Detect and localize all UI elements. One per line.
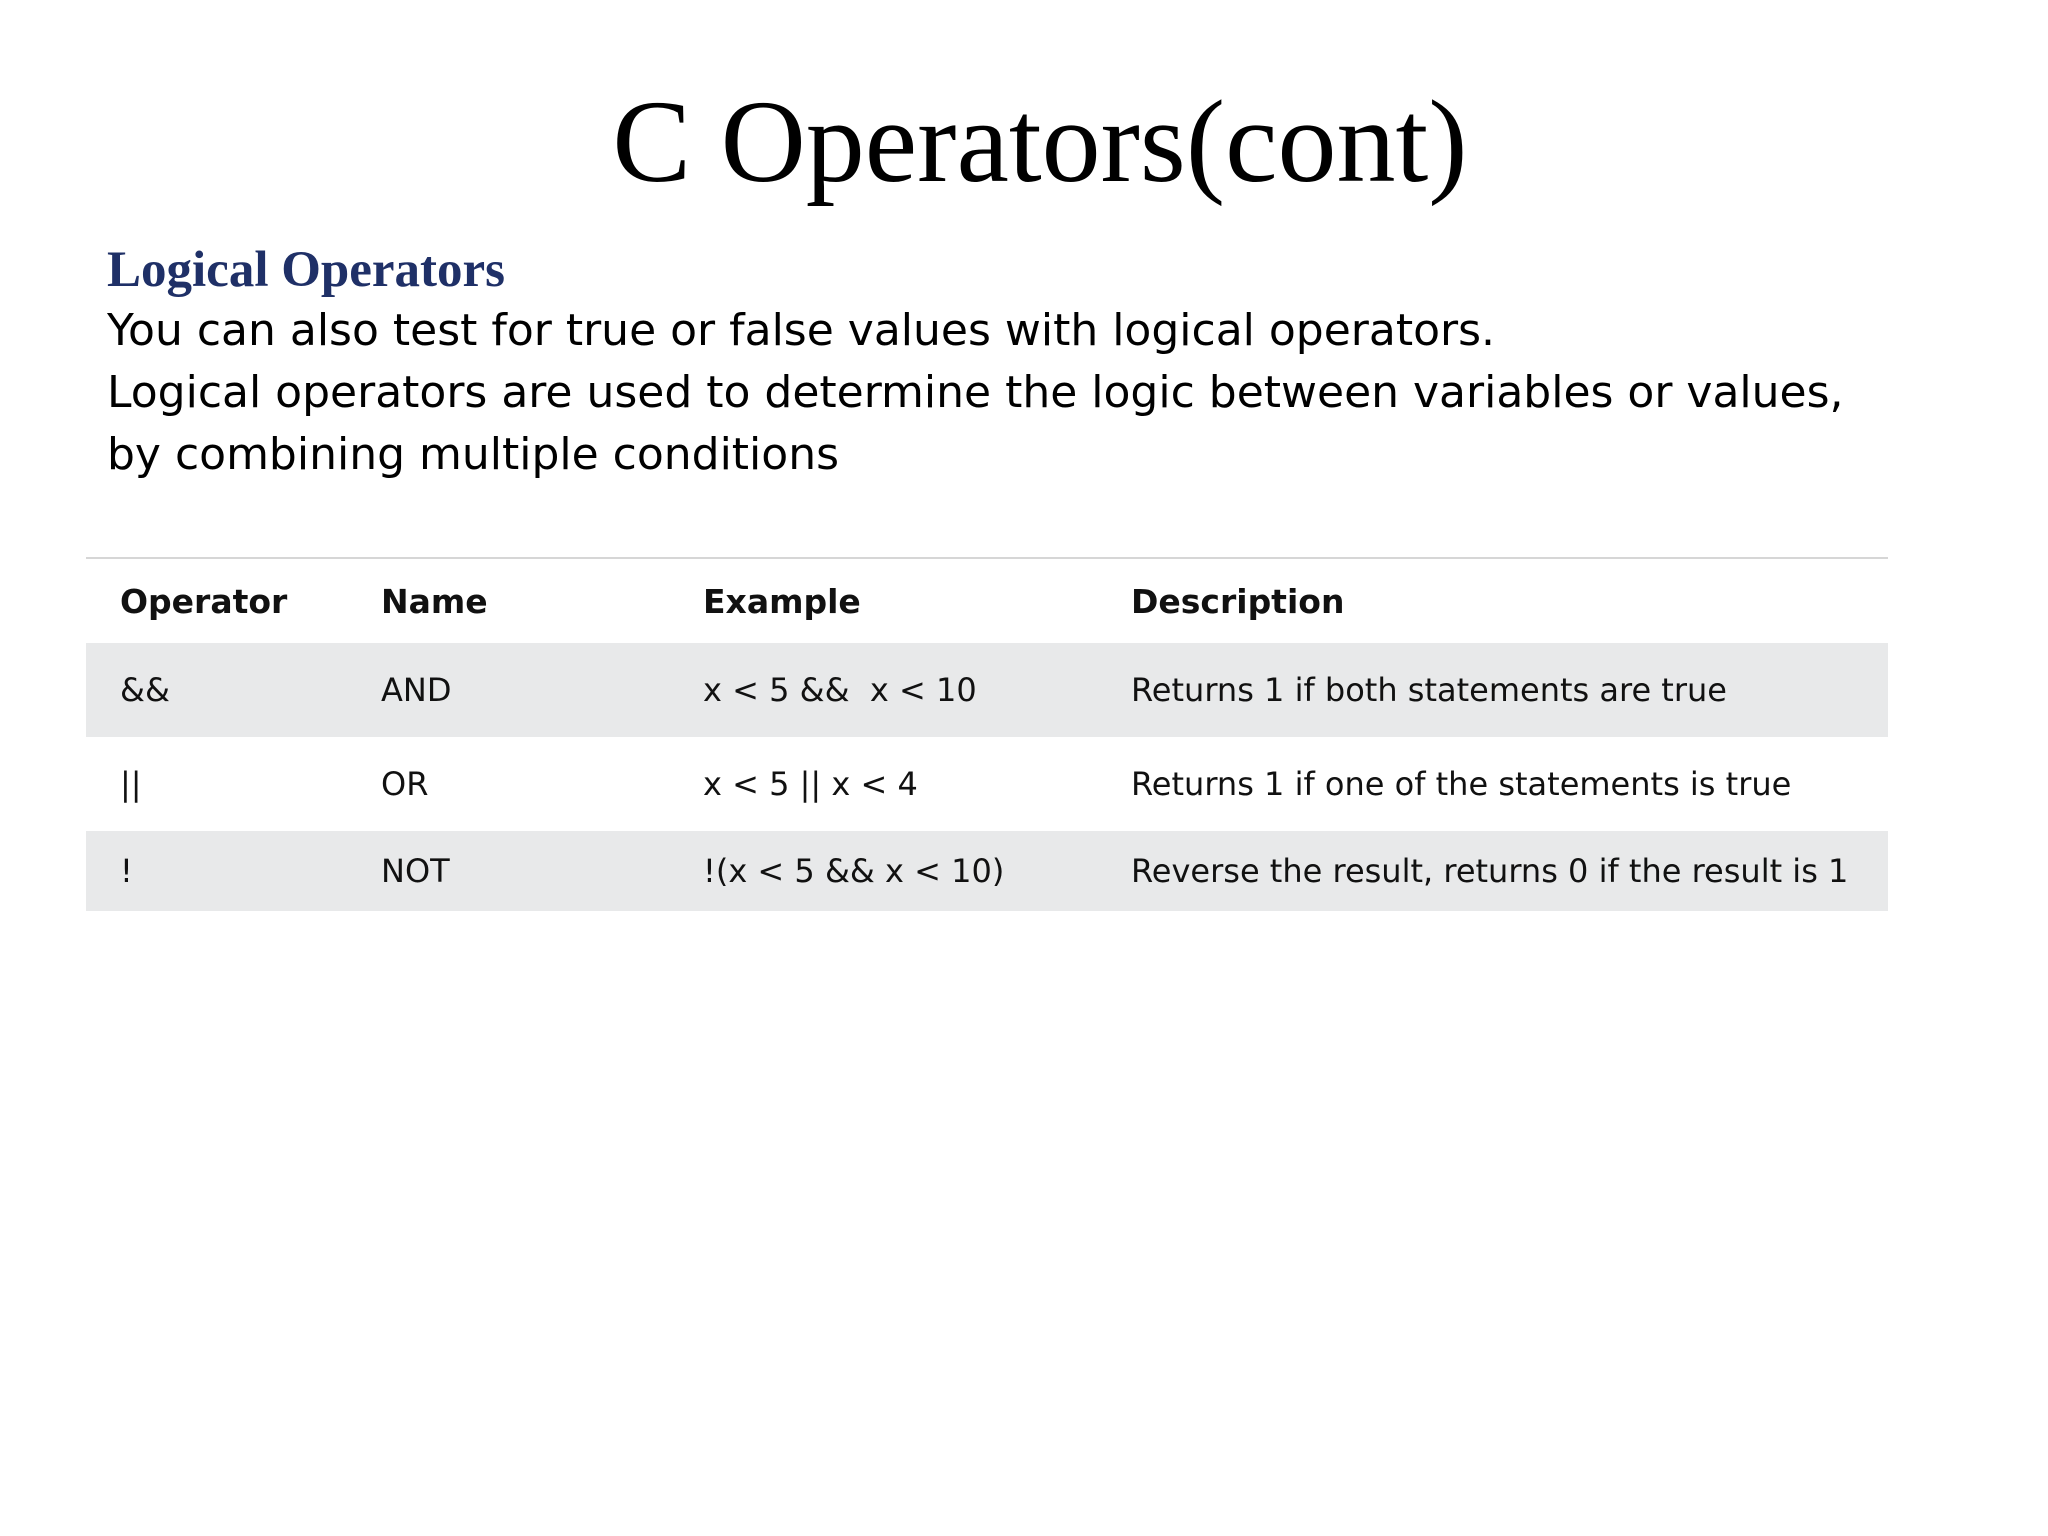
slide-title: C Operators(cont) (612, 76, 1468, 207)
cell-description: Reverse the result, returns 0 if the result is 1 (1131, 852, 1849, 890)
header-description: Description (1131, 581, 1345, 621)
cell-example: x < 5 || x < 4 (703, 765, 918, 803)
header-name: Name (381, 581, 488, 621)
table-row (86, 643, 1888, 737)
body-text (107, 300, 1907, 486)
table-row (86, 737, 1888, 831)
cell-example: !(x < 5 && x < 10) (703, 852, 1005, 890)
cell-description: Returns 1 if both statements are true (1131, 671, 1727, 709)
table-row (86, 831, 1888, 911)
cell-example: x < 5 && x < 10 (703, 671, 977, 709)
header-example: Example (703, 581, 861, 621)
logical-operators-table (86, 557, 1888, 911)
paragraph-intro: You can also test for true or false values with logical operators. (107, 305, 1496, 356)
header-operator: Operator (120, 581, 288, 621)
section-heading: Logical Operators (107, 242, 506, 298)
cell-name: NOT (381, 852, 450, 890)
cell-operator: || (120, 765, 142, 803)
paragraph-detail: Logical operators are used to determine the logic between variables or values, by combining multiple conditions (107, 367, 1844, 480)
cell-name: AND (381, 671, 452, 709)
cell-operator: ! (120, 852, 133, 890)
cell-operator: && (120, 671, 170, 709)
cell-name: OR (381, 765, 429, 803)
cell-description: Returns 1 if one of the statements is true (1131, 765, 1792, 803)
table-header-row (86, 558, 1888, 643)
